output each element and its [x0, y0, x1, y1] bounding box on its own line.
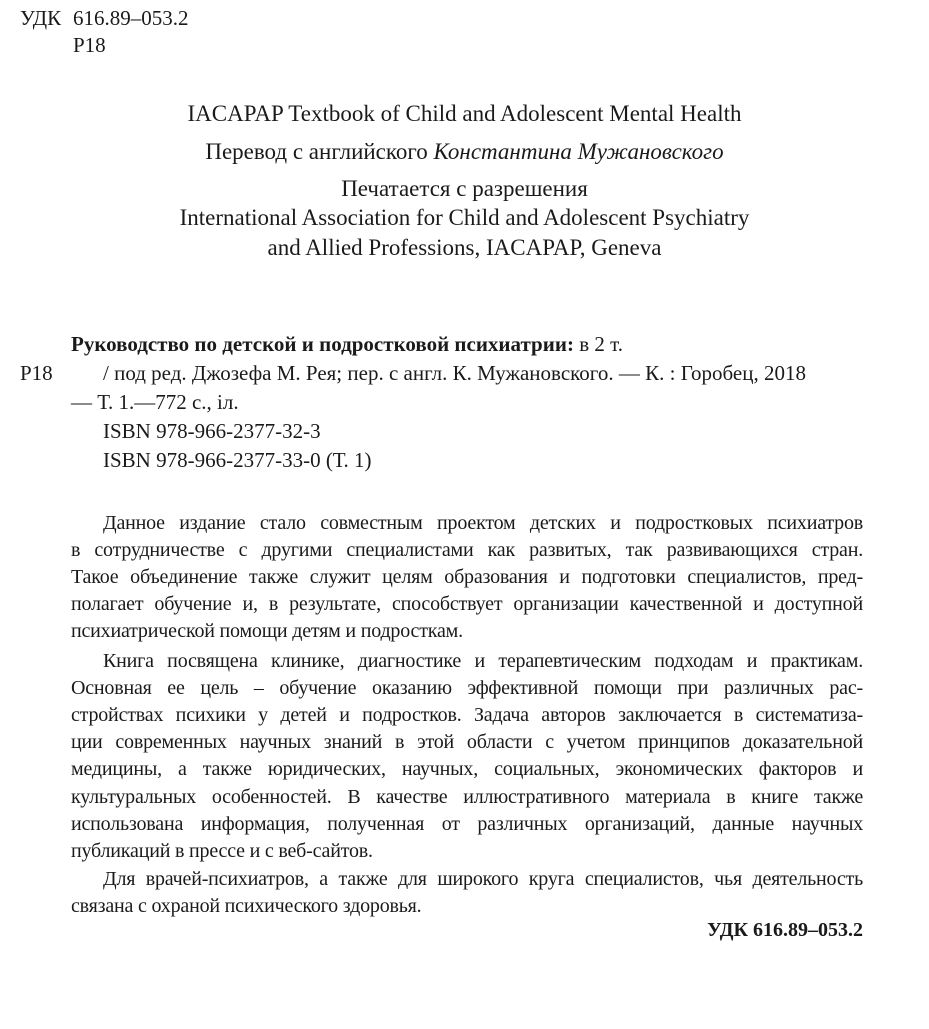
isbn-volume-1: ISBN 978-966-2377-33-0 (Т. 1) — [103, 448, 372, 472]
paragraph-line: полагает обучение и, в результате, способствует организации качественной и доступной — [71, 593, 863, 615]
paragraph-line: связана с охраной психического здоровья. — [71, 895, 422, 917]
paragraph-line: Данное издание стало совместным проектом детских и подростковых психиатров — [103, 512, 863, 534]
author-mark: Р18 — [73, 33, 106, 57]
book-volumes: в 2 т. — [573, 332, 623, 356]
translation-prefix: Перевод с английского — [205, 139, 428, 164]
original-title: IACAPAP Textbook of Child and Adolescent Mental Health — [187, 101, 742, 126]
paragraph-line: Для врачей-психиатров, а также для широкого круга специалистов, чья деятельность — [103, 868, 863, 890]
paragraph-line: Такое объединение также служит целям образования и подготовки специалистов, пред- — [71, 566, 863, 588]
paragraph-line: стройствах психики у детей и подростков. Задача авторов заключается в систематиза- — [71, 704, 863, 726]
editor-publisher-line: / под ред. Джозефа М. Рея; пер. с англ. К. Мужановского. — К. : Горобец, 2018 — [103, 361, 806, 385]
book-title — [71, 332, 623, 357]
paragraph-line: публикаций в прессе и с веб-сайтов. — [71, 840, 373, 862]
paragraph-line: культуральных особенностей. В качестве иллюстративного материала в книге также — [71, 786, 863, 808]
paragraph-line: использована информация, полученная от различных организаций, данные научных — [71, 813, 863, 835]
footer-udk: УДК 616.89–053.2 — [707, 919, 863, 941]
organization-line-2: and Allied Professions, IACAPAP, Geneva — [267, 235, 662, 260]
paragraph-line: в сотрудничестве с другими специалистами как развитых, так развивающихся стран. — [71, 539, 863, 561]
translator-name: Константина Мужановского — [433, 139, 724, 164]
paragraph-line: медицины, а также юридических, научных, социальных, экономических факторов и — [71, 758, 863, 780]
book-title-bold: Руководство по детской и подростковой психиатрии: — [71, 332, 574, 356]
udk-code: 616.89–053.2 — [73, 6, 189, 30]
organization-line-1: International Association for Child and Adolescent Psychiatry — [179, 205, 750, 230]
permission-line: Печатается с разрешения — [341, 176, 588, 201]
isbn-set: ISBN 978-966-2377-32-3 — [103, 419, 321, 443]
paragraph-line: психиатрической помощи детям и подросткам. — [71, 620, 463, 642]
translation-credit — [0, 139, 929, 165]
udk-label: УДК — [20, 6, 62, 30]
paragraph-line: Основная ее цель – обучение оказанию эффективной помощи при различных рас- — [71, 677, 863, 699]
side-author-mark: Р18 — [20, 361, 53, 385]
paragraph-line: ции современных научных знаний в этой области с учетом принципов доказательной — [71, 731, 863, 753]
paragraph-line: Книга посвящена клинике, диагностике и терапевтическим подходам и практикам. — [103, 650, 863, 672]
volume-pages-line: — Т. 1.—772 с., іл. — [71, 390, 239, 414]
